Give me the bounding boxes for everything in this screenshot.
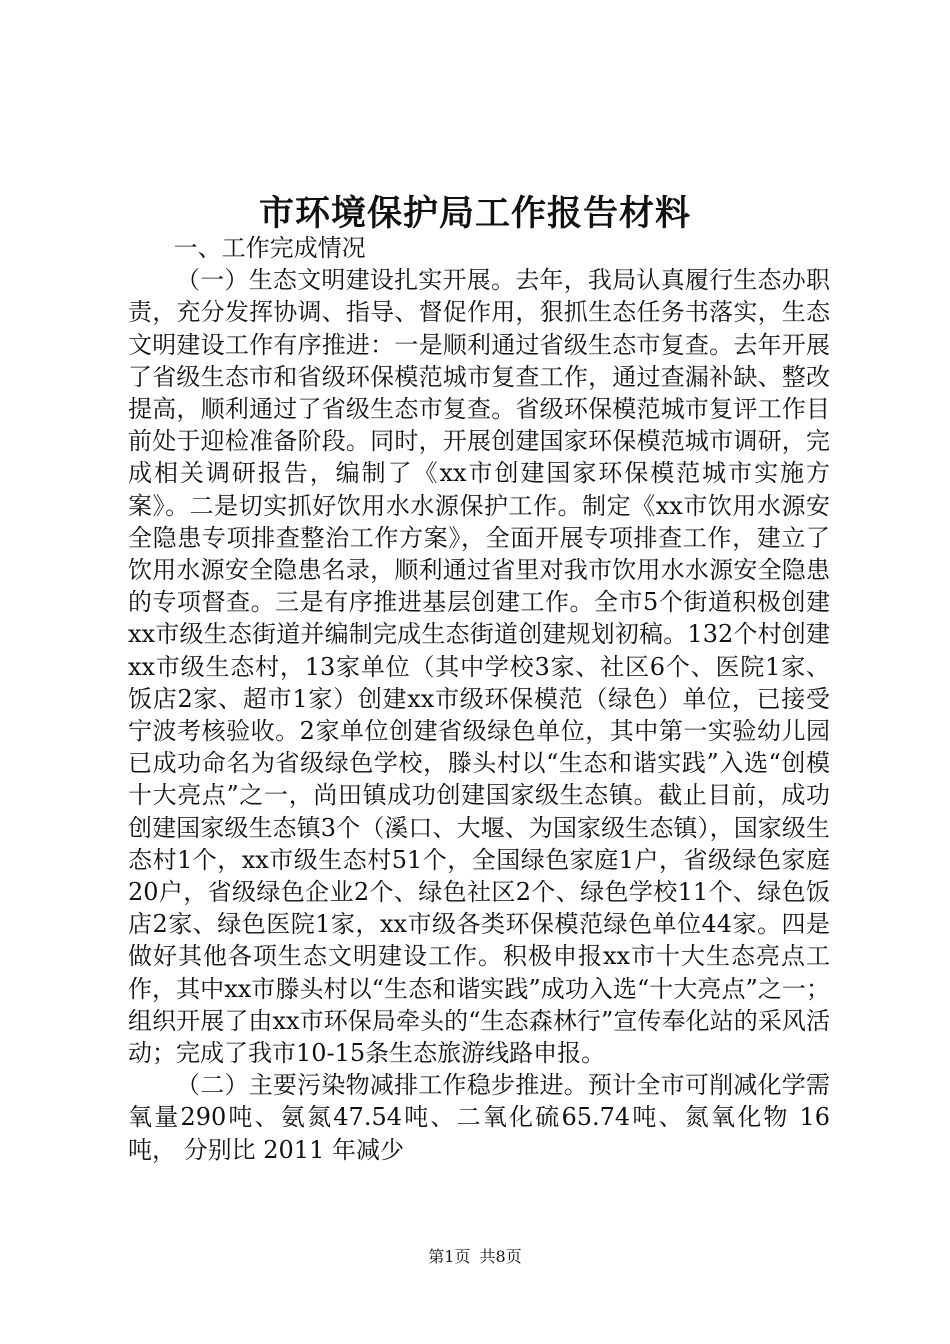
paragraph-pollutant-reduction: （二）主要污染物减排工作稳步推进。预计全市可削减化学需氧量290吨、氨氮47.54吨、二氧化硫65.74吨、氮氧化物 16 吨， 分别比 2011 年减少 — [128, 1071, 830, 1164]
paragraph-ecological-civilization: （一）生态文明建设扎实开展。去年，我局认真履行生态办职责，充分发挥协调、指导、督促作用，狠抓生态任务书落实，生态文明建设工作有序推进：一是顺利通过省级生态市复查。去年开展了省级生态市和省级环保模范城市复查工作，通过查漏补缺、整改提高，顺利通过了省级生态市复查。省级环保模范城市复评工作目前处于迎检准备阶段。同时，开展创建国家环保模范城市调研，完成相关调研报告，编制了《xx市创建国家环保模范城市实施方案》。二是切实抓好饮用水水源保护工作。制定《xx市饮用水源安全隐患专项排查整治工作方案》，全面开展专项排查工作，建立了饮用水源安全隐患名录，顺利通过省里对我市饮用水水源安全隐患的专项督查。三是有序推进基层创建工作。全市5个街道积极创建xx市级生态街道并编制完成生态街道创建规划初稿。132个村创建xx市级生态村，13家单位（其中学校3家、社区6个、医院1家、饭店2家、超市1家）创建xx市级环保模范（绿色）单位，已接受宁波考核验收。2家单位创建省级绿色单位，其中第一实验幼儿园已成功命名为省级绿色学校，滕头村以“生态和谐实践”入选“创模十大亮点”之一，尚田镇成功创建国家级生态镇。截止目前，成功创建国家级生态镇3个（溪口、大堰、为国家级生态镇），国家级生态村1个，xx市级生态村51个，全国绿色家庭1户，省级绿色家庭20户，省级绿色企业2个、绿色社区2个、绿色学校11个、绿色饭店2家、绿色医院1家，xx市级各类环保模范绿色单位44家。四是做好其他各项生态文明建设工作。积极申报xx市十大生态亮点工作，其中xx市滕头村以“生态和谐实践”成功入选“十大亮点”之一；组织开展了由xx市环保局牵头的“生态森林行”宣传奉化站的采风活动；完成了我市10-15条生态旅游线路申报。 — [128, 266, 830, 1068]
section-heading: 一、工作完成情况 — [173, 234, 366, 262]
document-title: 市环境保护局工作报告材料 — [258, 193, 691, 234]
page-footer: 第1页 共8页 — [428, 1247, 522, 1266]
document-body — [128, 232, 830, 1166]
